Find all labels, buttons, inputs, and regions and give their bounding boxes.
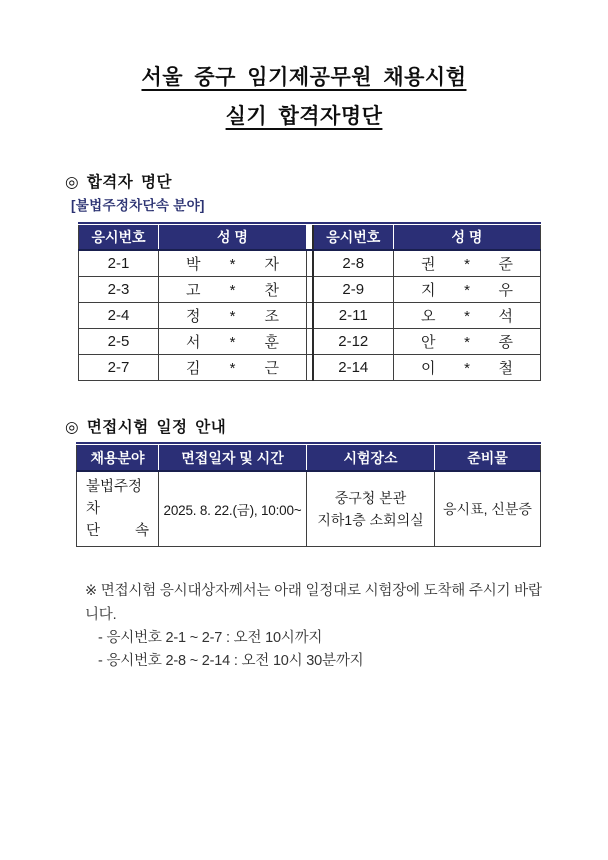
schedule-table-row (77, 471, 541, 547)
pass-table-row (79, 277, 541, 303)
pass-table-header-row (79, 225, 541, 250)
name-cell: 정 * 조 (159, 303, 307, 329)
items-cell: 응시표, 신분증 (435, 471, 541, 547)
name-cell: 서 * 훈 (159, 329, 307, 355)
exam-no-cell: 2-4 (79, 303, 159, 329)
exam-no-cell: 2-1 (79, 250, 159, 277)
document-content (65, 172, 543, 673)
header-items: 준비물 (435, 445, 541, 471)
venue-line-1: 중구청 본관 (334, 490, 407, 506)
pass-section-heading: ◎ 합격자 명단 (65, 174, 173, 191)
notes-block (65, 579, 543, 673)
field-cell (77, 471, 159, 547)
name-cell: 오 * 석 (394, 303, 541, 329)
field-line-1: 불법주정차 (86, 479, 143, 517)
exam-no-cell: 2-3 (79, 277, 159, 303)
name-cell: 박 * 자 (159, 250, 307, 277)
venue-cell (307, 471, 435, 547)
pass-table-wrap (78, 222, 541, 381)
pass-table-row (79, 303, 541, 329)
header-exam-no-right: 응시번호 (313, 225, 394, 250)
exam-no-cell: 2-14 (313, 355, 394, 381)
note-main: ※ 면접시험 응시대상자께서는 아래 일정대로 시험장에 도착해 주시기 바랍니다. (85, 583, 542, 623)
header-field: 채용분야 (77, 445, 159, 471)
interview-section-heading: ◎ 면접시험 일정 안내 (65, 419, 227, 436)
pass-category-label: [불법주정차단속 분야] (71, 198, 205, 213)
name-cell: 지 * 우 (394, 277, 541, 303)
header-venue: 시험장소 (307, 445, 435, 471)
exam-no-cell: 2-11 (313, 303, 394, 329)
field-line-2: 단 속 (86, 523, 149, 539)
pass-table-row (79, 250, 541, 277)
name-cell: 고 * 찬 (159, 277, 307, 303)
exam-no-cell: 2-12 (313, 329, 394, 355)
header-name-left: 성 명 (159, 225, 307, 250)
pass-table (78, 225, 541, 381)
exam-no-cell: 2-5 (79, 329, 159, 355)
title-line-1: 서울 중구 임기제공무원 채용시험 (141, 66, 467, 89)
name-cell: 권 * 준 (394, 250, 541, 277)
schedule-table (76, 445, 541, 547)
venue-line-2: 지하1층 소회의실 (317, 512, 424, 528)
header-datetime: 면접일자 및 시간 (159, 445, 307, 471)
pass-table-row (79, 329, 541, 355)
document-title (0, 0, 608, 136)
exam-no-cell: 2-9 (313, 277, 394, 303)
name-cell: 김 * 근 (159, 355, 307, 381)
title-line-2: 실기 합격자명단 (225, 105, 383, 128)
schedule-table-header-row (77, 445, 541, 471)
exam-no-cell: 2-7 (79, 355, 159, 381)
name-cell: 이 * 철 (394, 355, 541, 381)
header-name-right: 성 명 (394, 225, 541, 250)
header-exam-no-left: 응시번호 (79, 225, 159, 250)
schedule-table-wrap (76, 442, 541, 547)
note-arrival-group2: - 응시번호 2-8 ~ 2-14 : 오전 10시 30분까지 (98, 653, 364, 669)
note-arrival-group1: - 응시번호 2-1 ~ 2-7 : 오전 10시까지 (98, 630, 323, 646)
pass-table-row (79, 355, 541, 381)
exam-no-cell: 2-8 (313, 250, 394, 277)
datetime-cell: 2025. 8. 22.(금), 10:00~ (159, 471, 307, 547)
name-cell: 안 * 종 (394, 329, 541, 355)
